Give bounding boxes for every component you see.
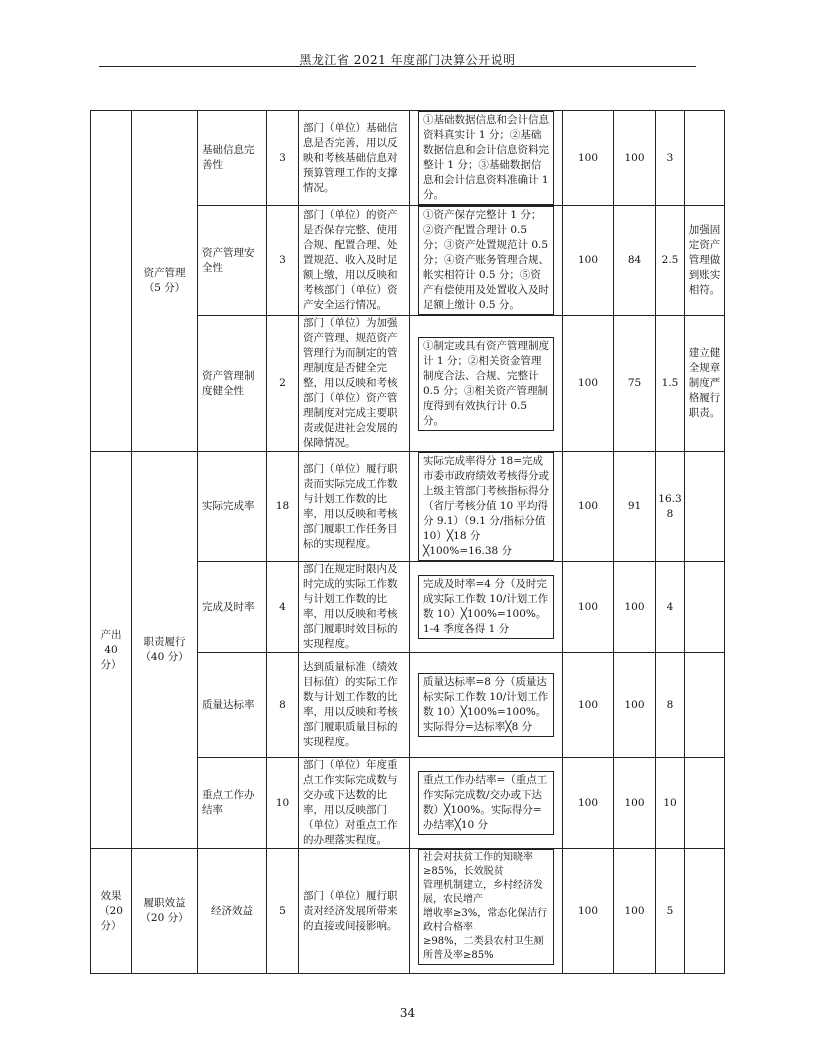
score-value: 2.5 (656, 206, 685, 316)
target-value: 100 (563, 562, 614, 653)
scoring-standard-text: 重点工作办结率=（重点工作实际完成数/交办或下达数）╳100%。实际得分=办结率╳10 分 (418, 771, 554, 835)
table-row (91, 849, 725, 974)
indicator-name: 资产管理安全性 (198, 206, 267, 316)
note-cell: 加强固定资产管理做到账实相符。 (685, 206, 725, 316)
scoring-standard (410, 111, 563, 206)
indicator-name: 实际完成率 (198, 452, 267, 562)
scoring-standard (410, 316, 563, 452)
scoring-standard-text: 完成及时率=4 分（及时完成实际工作数 10/计划工作数 10）╳100%=100%。1-4 季度各得 1 分 (418, 575, 554, 639)
scoring-standard-text: 实际完成率得分 18=完成市委市政府绩效考核得分或上级主管部门考核指标得分（省厅考核分值 10 平均得分 9.1）（9.1 分/指标分值 10）╳18 分╳100%=16.38 分 (418, 452, 554, 561)
evaluation-table (90, 110, 725, 974)
scoring-standard-text: ①制定或具有资产管理制度计 1 分；②相关资金管理制度合法、合规、完整计 0.5 分；③相关资产管理制度得到有效执行计 0.5 分。 (418, 337, 554, 431)
scoring-standard (410, 452, 563, 562)
indicator-description: 部门（单位）的资产是否保存完整、使用合规、配置合理、处置规范、收入及时足额上缴，用以反映和考核部门（单位）资产安全运行情况。 (299, 206, 410, 316)
indicator-description: 达到质量标准（绩效目标值）的实际工作数与计划工作数的比率，用以反映和考核部门履职质量目标的实现程度。 (299, 653, 410, 758)
actual-value: 100 (614, 758, 656, 849)
target-value: 100 (563, 111, 614, 206)
target-value: 100 (563, 849, 614, 974)
target-value: 100 (563, 758, 614, 849)
indicator-weight: 5 (267, 849, 299, 974)
table-row (91, 452, 725, 562)
indicator-description: 部门（单位）为加强资产管理、规范资产管理行为而制定的管理制度是否健全完整，用以反映和考核部门（单位）资产管理制度对完成主要职责或促进社会发展的保障情况。 (299, 316, 410, 452)
scoring-standard (410, 849, 563, 974)
indicator-name: 完成及时率 (198, 562, 267, 653)
scoring-standard (410, 206, 563, 316)
actual-value: 100 (614, 849, 656, 974)
indicator-name: 重点工作办结率 (198, 758, 267, 849)
note-cell (685, 849, 725, 974)
note-cell (685, 562, 725, 653)
actual-value: 100 (614, 111, 656, 206)
actual-value: 91 (614, 452, 656, 562)
indicator-weight: 2 (267, 316, 299, 452)
page-number: 34 (399, 1006, 416, 1020)
note-cell: 建立健全规章制度严格履行职责。 (685, 316, 725, 452)
note-cell (685, 452, 725, 562)
level1-cell-effect: 效果 （20 分） (91, 849, 132, 974)
scoring-standard-text: ①基础数据信息和会计信息资料真实计 1 分；②基础数据信息和会计信息资料完整计 1 分；③基础数据信息和会计信息资料准确计 1 分。 (418, 111, 554, 205)
target-value: 100 (563, 452, 614, 562)
score-value: 10 (656, 758, 685, 849)
score-value: 3 (656, 111, 685, 206)
page-header-title: 黑龙江省 2021 年度部门决算公开说明 (299, 53, 516, 67)
indicator-description: 部门（单位）履行职责而实际完成工作数与计划工作数的比率，用以反映和考核部门履职工作任务目标的实现程度。 (299, 452, 410, 562)
target-value: 100 (563, 653, 614, 758)
indicator-weight: 18 (267, 452, 299, 562)
target-value: 100 (563, 206, 614, 316)
level2-cell-benefit: 履职效益 （20 分） (132, 849, 198, 974)
level1-cell-output: 产出 40 分） (91, 452, 132, 849)
score-value: 16.38 (656, 452, 685, 562)
score-value: 8 (656, 653, 685, 758)
level2-cell-duty: 职责履行 （40 分） (132, 452, 198, 849)
scoring-standard-text: 质量达标率=8 分（质量达标实际工作数 10/计划工作数 10）╳100%=100%。实际得分=达标率╳8 分 (418, 673, 554, 737)
indicator-name: 质量达标率 (198, 653, 267, 758)
scoring-standard-text: 社会对扶贫工作的知晓率≥85%，长效脱贫 管理机制建立，乡村经济发展，农民增产 增收率≥3%，常态化保洁行政村合格率 ≥98%，二类县农村卫生厕所普及率≥85% (418, 849, 554, 965)
indicator-description: 部门（单位）履行职责对经济发展所带来的直接或间接影响。 (299, 849, 410, 974)
indicator-name: 基础信息完善性 (198, 111, 267, 206)
score-value: 1.5 (656, 316, 685, 452)
scoring-standard (410, 653, 563, 758)
header-rule (99, 66, 696, 67)
indicator-weight: 4 (267, 562, 299, 653)
indicator-weight: 3 (267, 206, 299, 316)
level1-cell-blank (91, 111, 132, 452)
scoring-standard (410, 562, 563, 653)
level2-cell-asset: 资产管理 （5 分） (132, 111, 198, 452)
scoring-standard (410, 758, 563, 849)
indicator-weight: 8 (267, 653, 299, 758)
indicator-description: 部门（单位）基础信息是否完善，用以反映和考核基础信息对预算管理工作的支撑情况。 (299, 111, 410, 206)
note-cell (685, 758, 725, 849)
actual-value: 100 (614, 562, 656, 653)
indicator-weight: 10 (267, 758, 299, 849)
indicator-description: 部门（单位）年度重点工作实际完成数与交办或下达数的比率，用以反映部门（单位）对重点工作的办理落实程度。 (299, 758, 410, 849)
note-cell (685, 653, 725, 758)
scoring-standard-text: ①资产保存完整计 1 分；②资产配置合理计 0.5 分；③资产处置规范计 0.5 分；④资产账务管理合规、帐实相符计 0.5 分；⑤资产有偿使用及处置收入及时足额上缴计 0.5 分。 (418, 206, 554, 315)
indicator-description: 部门在规定时限内及时完成的实际工作数与计划工作数的比率，用以反映和考核部门履职时效目标的实现程度。 (299, 562, 410, 653)
indicator-name: 资产管理制度健全性 (198, 316, 267, 452)
target-value: 100 (563, 316, 614, 452)
actual-value: 75 (614, 316, 656, 452)
actual-value: 100 (614, 653, 656, 758)
score-value: 4 (656, 562, 685, 653)
actual-value: 84 (614, 206, 656, 316)
score-value: 5 (656, 849, 685, 974)
indicator-weight: 3 (267, 111, 299, 206)
indicator-name: 经济效益 (198, 849, 267, 974)
note-cell (685, 111, 725, 206)
table-row (91, 111, 725, 206)
